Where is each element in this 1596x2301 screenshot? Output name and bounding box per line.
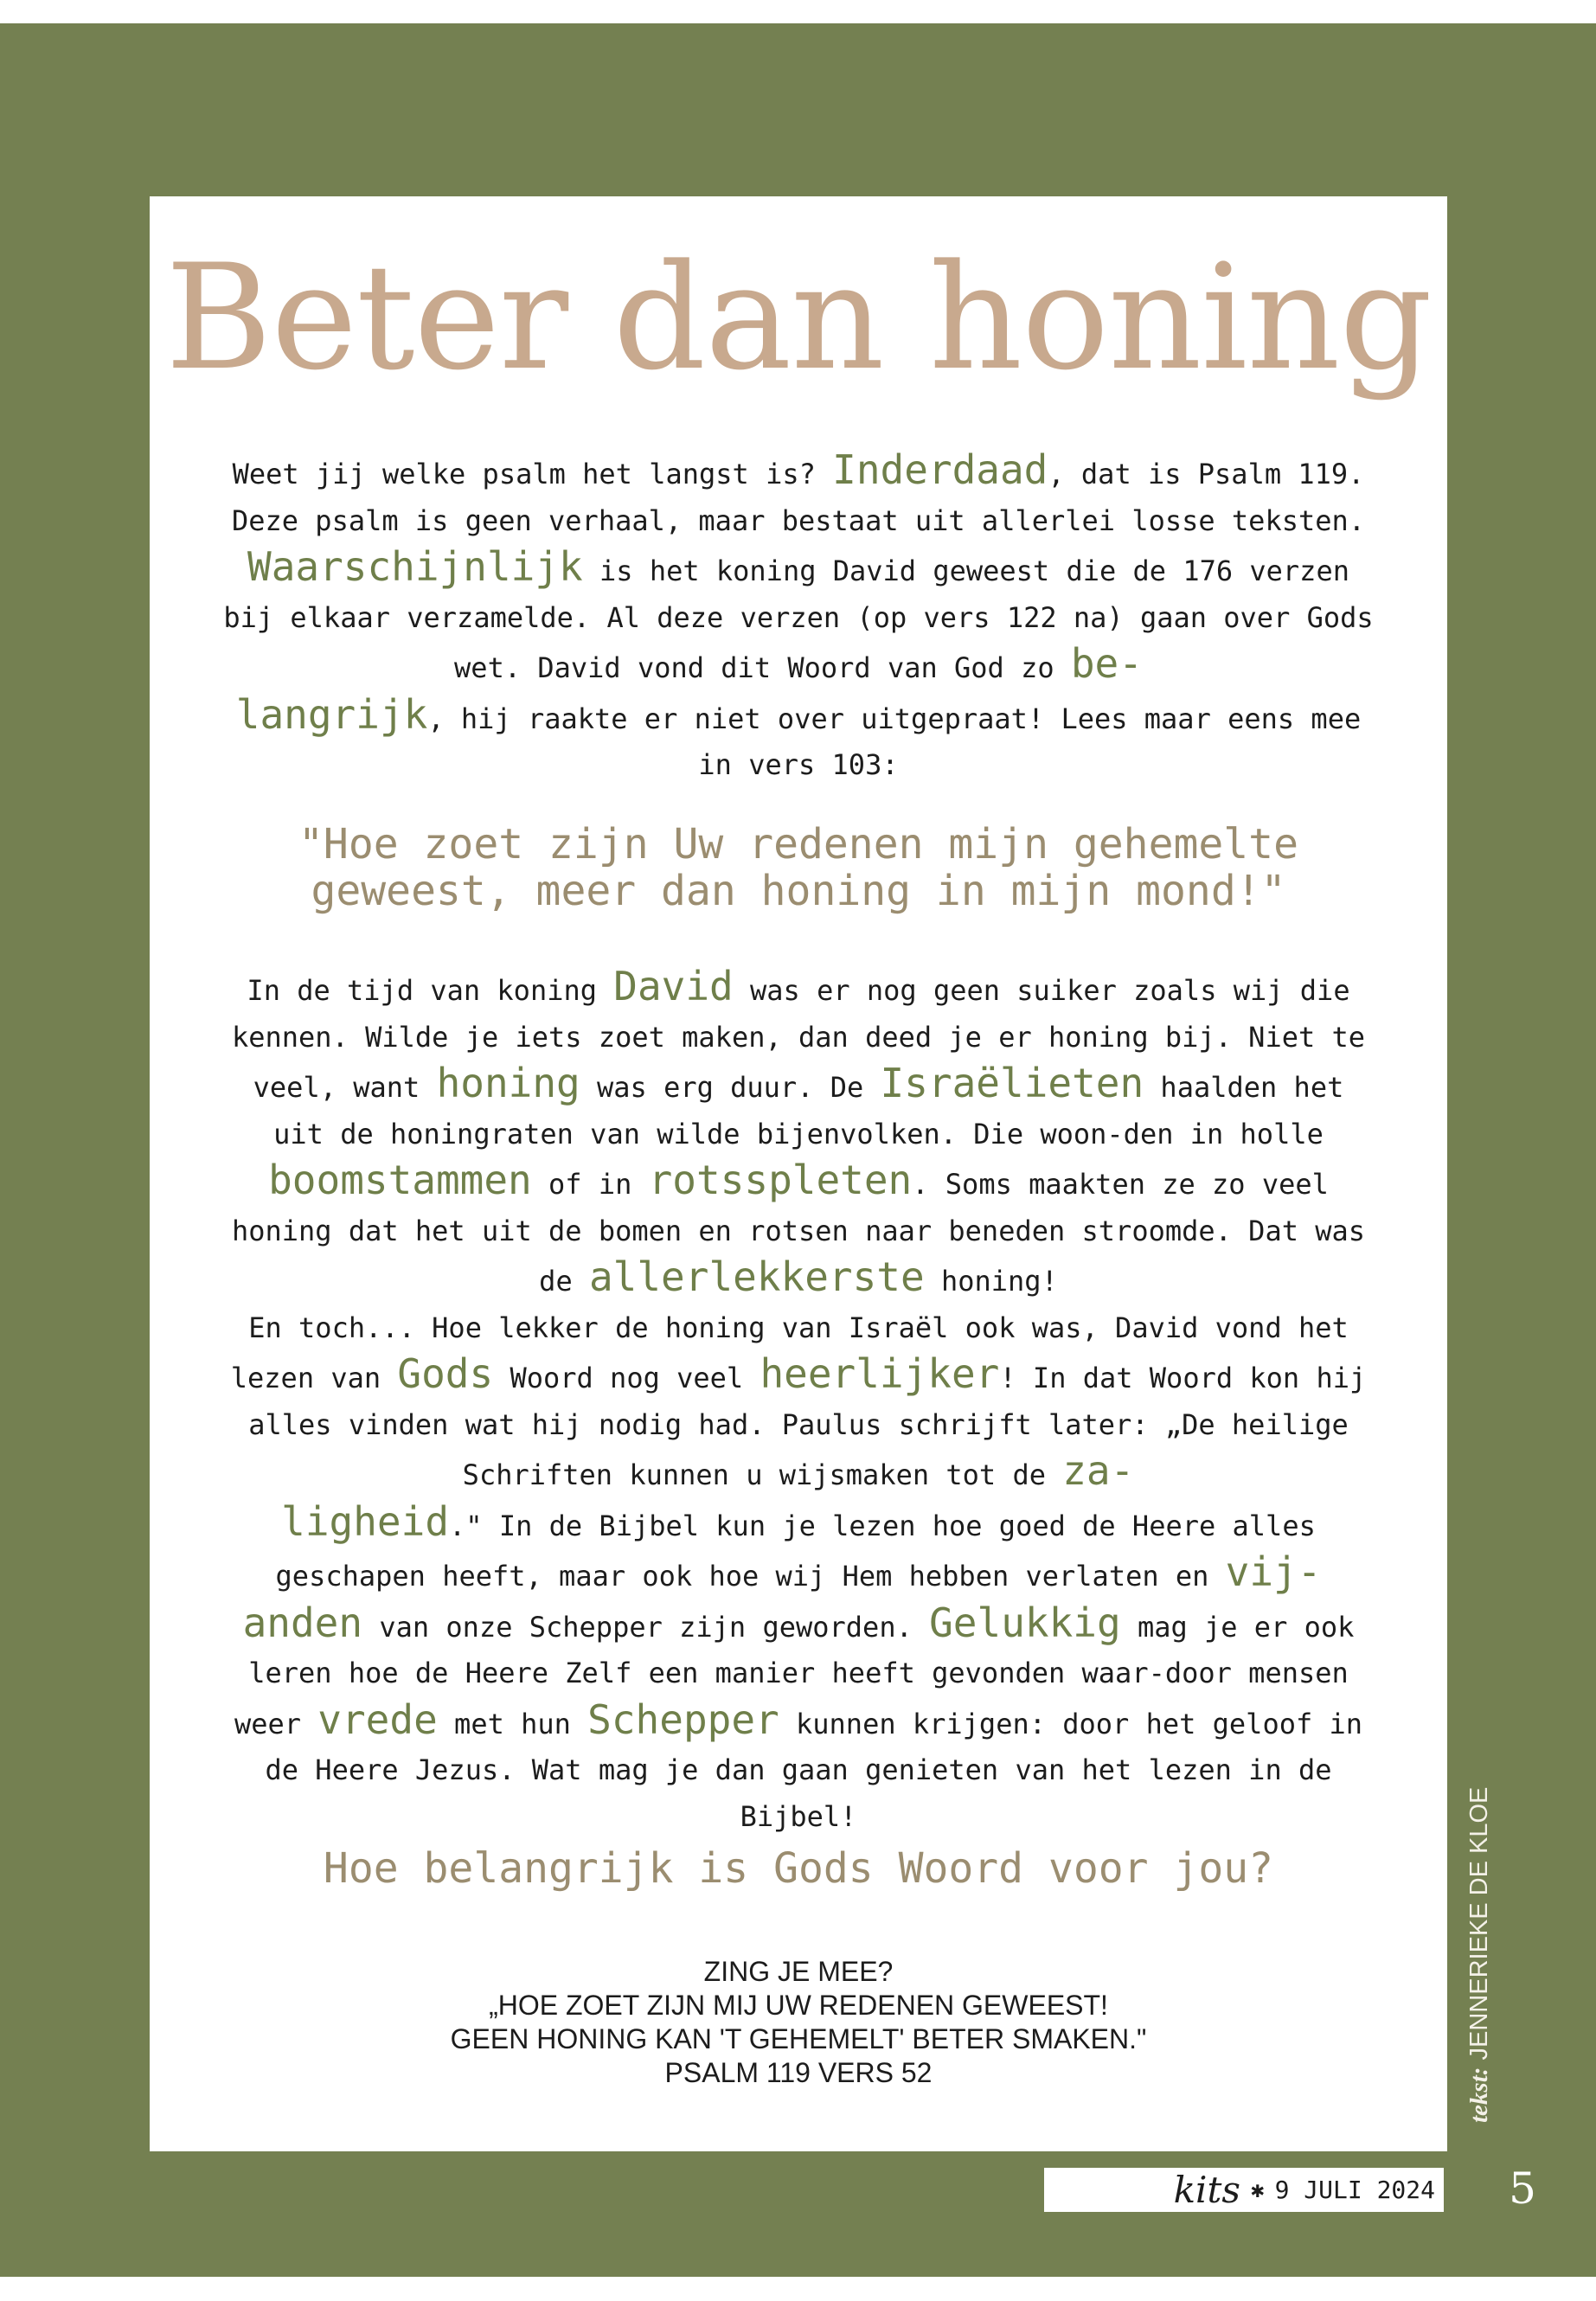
text-span: Weet jij welke psalm het langst is? — [232, 458, 833, 490]
text-span: kunnen krijgen: door het geloof in de Heere Jezus. Wat mag je dan gaan genieten van het lezen in de Bijbel! — [265, 1707, 1363, 1833]
highlight-word: Israëlieten — [880, 1060, 1144, 1106]
text-span: . Soms maakten ze zo veel honing dat het uit de bomen en rotsen naar beneden stroomde. Dat was de — [231, 1168, 1366, 1298]
text-span: En toch... Hoe lekker de honing van Israël ook was, David vond het lezen van — [230, 1311, 1349, 1394]
highlight-word: Gods — [397, 1350, 494, 1397]
footer-box — [1044, 2168, 1444, 2212]
text-span: van onze Schepper zijn geworden. — [362, 1610, 930, 1644]
highlight-word: be- — [1070, 640, 1143, 687]
highlight-word: Inderdaad — [832, 446, 1048, 493]
highlight-word: vrede — [317, 1695, 438, 1743]
text-span: was erg duur. De — [580, 1071, 881, 1104]
issue-date: 9 JULI 2024 — [1274, 2176, 1435, 2204]
author-credit — [1462, 1786, 1497, 2123]
star-icon: ✱ — [1250, 2176, 1265, 2203]
sing-line: „HOE ZOET ZIJN MIJ UW REDENEN GEWEEST! — [489, 1990, 1108, 2021]
page-frame — [0, 23, 1596, 2277]
sing-line: PSALM 119 VERS 52 — [664, 2057, 933, 2088]
highlight-word: ligheid — [281, 1497, 450, 1545]
highlight-word: Schepper — [587, 1695, 779, 1743]
credit-author: JENNERIEKE DE KLOE — [1465, 1786, 1493, 2067]
text-span: haalden het uit de honingraten van wilde bijenvolken. Die woon-den in holle — [273, 1071, 1344, 1150]
highlight-word: allerlekkerste — [588, 1253, 925, 1300]
highlight-word: rotsspleten — [648, 1157, 913, 1203]
highlight-word: David — [613, 963, 734, 1009]
magazine-logo: kits — [1173, 2169, 1240, 2211]
highlight-word: Waarschijnlijk — [247, 543, 583, 590]
highlight-word: boomstammen — [268, 1157, 532, 1203]
text-span: mag je er ook leren hoe de Heere Zelf een manier heeft gevonden waar-door mensen weer — [234, 1610, 1355, 1740]
article-card — [150, 196, 1447, 2151]
main-paragraph — [223, 964, 1374, 1840]
article-title: Beter dan honing — [165, 233, 1432, 402]
highlight-word: Gelukkig — [929, 1599, 1121, 1646]
text-span: met hun — [437, 1707, 588, 1740]
intro-paragraph — [223, 447, 1374, 789]
sing-line: GEEN HONING KAN 'T GEHEMELT' BETER SMAKEN." — [450, 2023, 1147, 2054]
sing-line: ZING JE MEE? — [703, 1956, 894, 1987]
text-span: ." In de Bijbel kun je lezen hoe goed de Heere alles geschapen heeft, maar ook hoe wij Hem hebben verlaten en — [275, 1509, 1316, 1593]
text-span: Woord nog veel — [493, 1362, 760, 1394]
text-span: In de tijd van koning — [247, 974, 614, 1007]
text-span: is het koning David geweest die de 176 verzen bij elkaar verzamelde. Al deze verzen (op vers 122 na) gaan over Gods wet. David vond dit Woord van God zo — [223, 554, 1374, 684]
credit-label: tekst: — [1465, 2067, 1493, 2123]
highlight-word: heerlijker — [760, 1350, 1000, 1397]
text-span: , hij raakte er niet over uitgepraat! Lees maar eens mee in vers 103: — [427, 702, 1362, 781]
highlight-word: vij- — [1225, 1548, 1322, 1595]
highlight-word: za- — [1062, 1447, 1135, 1494]
text-span: of in — [531, 1168, 649, 1201]
highlight-word: honing — [436, 1060, 580, 1106]
text-span: ! In dat Woord kon hij alles vinden wat hij nodig had. Paulus schrijft later: „De heilige Schriften kunnen u wijsmaken tot de — [248, 1362, 1367, 1491]
page-number: 5 — [1509, 2163, 1536, 2214]
highlight-word: anden — [242, 1599, 363, 1646]
text-span: , dat is Psalm 119. Deze psalm is geen verhaal, maar bestaat uit allerlei losse teksten. — [231, 458, 1366, 537]
text-span: was er nog geen suiker zoals wij die kennen. Wilde je iets zoet maken, dan deed je er honing bij. Niet te veel, want — [231, 974, 1366, 1104]
sing-along-box — [323, 1955, 1274, 2090]
bible-quote: "Hoe zoet zijn Uw redenen mijn gehemelte geweest, meer dan honing in mijn mond!" — [298, 820, 1298, 915]
text-span: honing! — [924, 1265, 1058, 1298]
highlight-word: langrijk — [235, 690, 428, 738]
closing-question: Hoe belangrijk is Gods Woord voor jou? — [323, 1844, 1274, 1893]
